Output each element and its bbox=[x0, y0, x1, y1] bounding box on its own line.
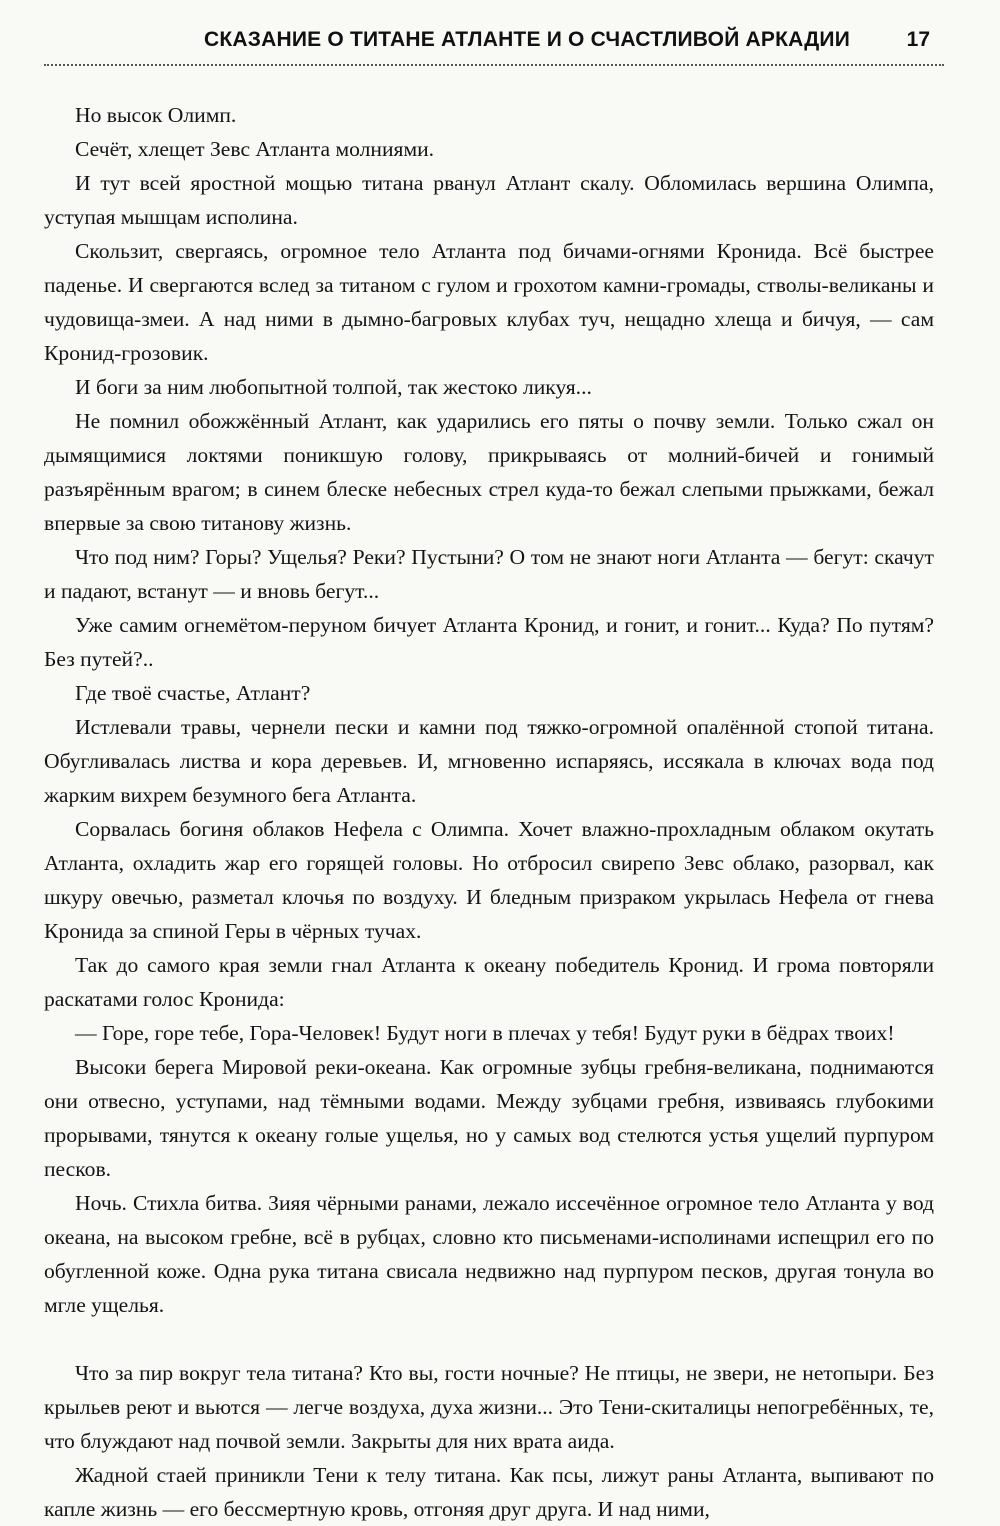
paragraph: Истлевали травы, чернели пески и камни под тяжко-огромной опалённой стопой титана. Обугливалась листва и кора деревьев. И, мгновенно испаряясь, иссякала в ключах вода под жарким вихрем безумного бега Атланта. bbox=[44, 715, 934, 807]
paragraph: И боги за ним любопытной толпой, так жестоко ликуя... bbox=[75, 375, 592, 399]
dialogue-paragraph: — Горе, горе тебе, Гора-Человек! Будут ноги в плечах у тебя! Будут руки в бёдрах твоих! bbox=[75, 1021, 895, 1045]
running-title: СКАЗАНИЕ О ТИТАНЕ АТЛАНТЕ И О СЧАСТЛИВОЙ АРКАДИИ bbox=[204, 28, 850, 51]
text-body bbox=[44, 98, 934, 1526]
page-number: 17 bbox=[906, 28, 930, 51]
paragraph: Скользит, свергаясь, огромное тело Атланта под бичами-огнями Кронида. Всё быстрее паденье. И свергаются вслед за титаном с гулом и грохотом камни-громады, стволы-великаны и чудовища-змеи. А над ними в дымно-багровых клубах туч, нещадно хлеща и бичуя, — сам Кронид-грозовик. bbox=[44, 239, 934, 365]
paragraph: Высоки берега Мировой реки-океана. Как огромные зубцы гребня-великана, поднимаются они отвесно, уступами, над тёмными водами. Между зубцами гребня, извиваясь глубокими прорывами, тянутся к океану голые ущелья, но у самых вод стелются устья ущелий пурпуром песков. bbox=[44, 1055, 934, 1181]
paragraph: Не помнил обожжённый Атлант, как ударились его пяты о почву земли. Только сжал он дымящимися локтями поникшую голову, прикрываясь от молний-бичей и гонимый разъярённым врагом; в синем блеске небесных стрел куда-то бежал слепыми прыжками, бежал впервые за свою титанову жизнь. bbox=[44, 409, 934, 535]
paragraph: И тут всей яростной мощью титана рванул Атлант скалу. Обломилась вершина Олимпа, уступая мышцам исполина. bbox=[44, 171, 934, 229]
paragraph: Жадной стаей приникли Тени к телу титана. Как псы, лижут раны Атланта, выпивают по капле жизнь — его бессмертную кровь, отгоняя друг друга. И над ними, bbox=[44, 1463, 934, 1521]
paragraph: Где твоё счастье, Атлант? bbox=[75, 681, 311, 705]
paragraph: Но высок Олимп. bbox=[75, 103, 237, 127]
paragraph: Уже самим огнемётом-перуном бичует Атланта Кронид, и гонит, и гонит... Куда? По путям? Без путей?.. bbox=[44, 613, 934, 671]
paragraph: Так до самого края земли гнал Атланта к океану победитель Кронид. И грома повторяли раскатами голос Кронида: bbox=[44, 953, 934, 1011]
page-header bbox=[44, 22, 944, 66]
paragraph: Сорвалась богиня облаков Нефела с Олимпа. Хочет влажно-прохладным облаком окутать Атланта, охладить жар его горящей головы. Но отбросил свирепо Зевс облако, разорвал, как шкуру овечью, разметал клочья по воздуху. И бледным призраком укрылась Нефела от гнева Кронида за спиной Геры в чёрных тучах. bbox=[44, 817, 934, 943]
paragraph: Что под ним? Горы? Ущелья? Реки? Пустыни? О том не знают ноги Атланта — бегут: скачут и падают, встанут — и вновь бегут... bbox=[44, 545, 934, 603]
paragraph-section-start: Что за пир вокруг тела титана? Кто вы, гости ночные? Не птицы, не звери, не нетопыри. Без крыльев реют и вьются — легче воздуха, духа жизни... Это Тени-скиталицы непогребённых, те, что блуждают над почвой земли. Закрыты для них врата аида. bbox=[44, 1361, 934, 1453]
paragraph: Ночь. Стихла битва. Зияя чёрными ранами, лежало иссечённое огромное тело Атланта у вод океана, на высоком гребне, всё в рубцах, словно кто письменами-исполинами испещрил его по обугленной коже. Одна рука титана свисала недвижно над пурпуром песков, другая тонула во мгле ущелья. bbox=[44, 1191, 934, 1317]
paragraph: Сечёт, хлещет Зевс Атланта молниями. bbox=[75, 137, 435, 161]
